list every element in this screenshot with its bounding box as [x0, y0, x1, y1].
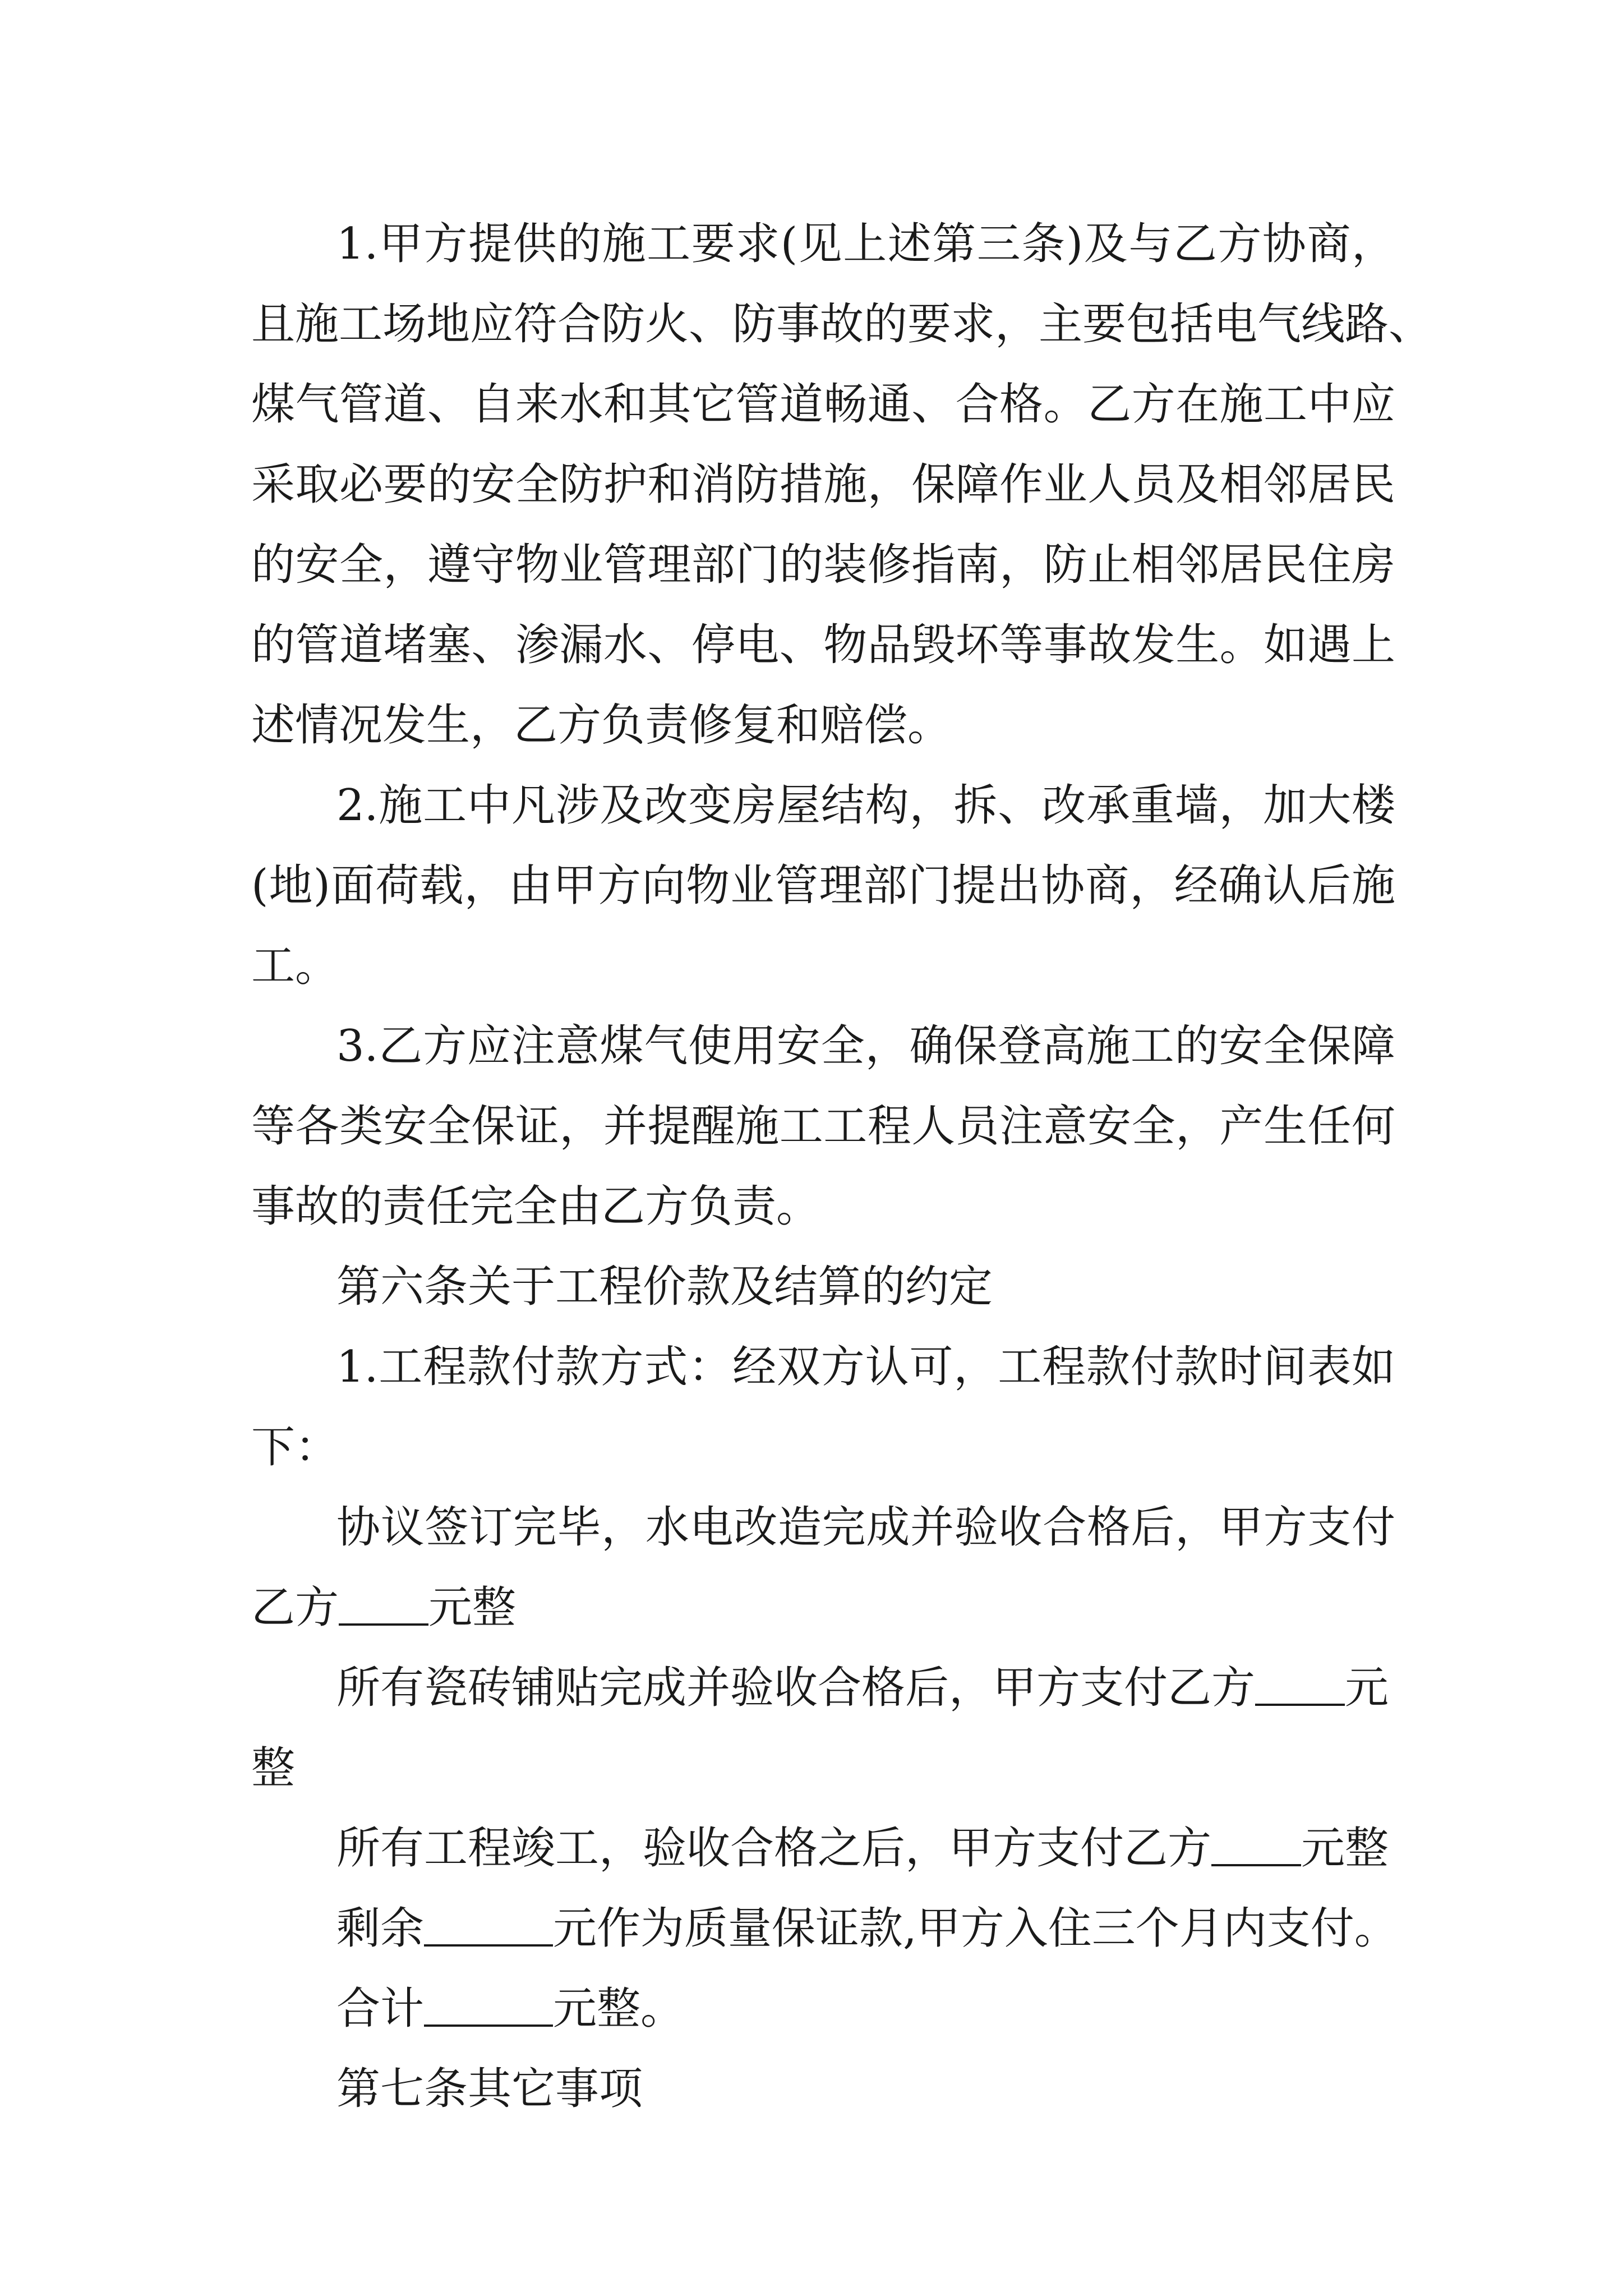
- payment-stage-3-line: [336, 1809, 1395, 1888]
- payment-method-line-1: 1.工程款付款方式：经双方认可，工程款付款时间表如: [336, 1342, 1395, 1392]
- retention-prefix: 剩余: [336, 1903, 425, 1954]
- payment-stage-3-prefix: 所有工程竣工，验收合格之后，甲方支付乙方: [336, 1823, 1212, 1874]
- payment-stage-1-amount-blank: [339, 1580, 428, 1626]
- total-amount-blank: [424, 1981, 553, 2027]
- paragraph-1-line-1: 1.甲方提供的施工要求(见上述第三条)及与乙方协商，: [336, 219, 1395, 269]
- payment-stage-2-suffix: 元: [1345, 1663, 1389, 1713]
- payment-stage-3-amount-blank: [1211, 1820, 1301, 1866]
- payment-stage-2-line-1: [336, 1649, 1395, 1727]
- paragraph-3-line-1: 3.乙方应注意煤气使用安全，确保登高施工的安全保障: [336, 1021, 1395, 1071]
- paragraph-3-line-2: 等各类安全保证，并提醒施工工程人员注意安全，产生任何: [251, 1101, 1395, 1152]
- payment-stage-1-prefix: 乙方: [251, 1582, 339, 1633]
- paragraph-3-line-3: 事故的责任完全由乙方负责。: [251, 1181, 820, 1232]
- total-line: [336, 1970, 1395, 2048]
- article-7-title: 第七条其它事项: [336, 2064, 643, 2114]
- payment-stage-2-amount-blank: [1255, 1660, 1345, 1706]
- paragraph-1-line-7: 述情况发生，乙方负责修复和赔偿。: [251, 700, 952, 751]
- paragraph-2-line-1: 2.施工中凡涉及改变房屋结构，拆、改承重墙，加大楼: [336, 780, 1395, 831]
- total-prefix: 合计: [336, 1984, 425, 2034]
- paragraph-1-line-4: 采取必要的安全防护和消防措施，保障作业人员及相邻居民: [251, 459, 1395, 510]
- payment-stage-1-line-1: 协议签订完毕，水电改造完成并验收合格后，甲方支付: [336, 1502, 1395, 1553]
- payment-stage-3-suffix: 元整: [1301, 1823, 1389, 1874]
- paragraph-1-line-5: 的安全，遵守物业管理部门的装修指南，防止相邻居民住房: [251, 540, 1395, 590]
- article-6-title: 第六条关于工程价款及结算的约定: [336, 1262, 993, 1312]
- paragraph-2-line-3: 工。: [251, 941, 339, 991]
- payment-stage-2-prefix: 所有瓷砖铺贴完成并验收合格后，甲方支付乙方: [336, 1663, 1256, 1713]
- retention-suffix: 元作为质量保证款,甲方入住三个月内支付。: [553, 1903, 1398, 1954]
- payment-method-line-2: 下：: [251, 1422, 339, 1473]
- total-suffix: 元整。: [553, 1984, 685, 2034]
- paragraph-2-line-2: (地)面荷载，由甲方向物业管理部门提出协商，经确认后施: [251, 861, 1395, 911]
- payment-stage-2-line-2: 整: [251, 1743, 296, 1793]
- retention-line: [336, 1889, 1398, 1968]
- payment-stage-1-line-2: [251, 1568, 1395, 1647]
- paragraph-1-line-2: 且施工场地应符合防火、防事故的要求，主要包括电气线路、: [251, 299, 1433, 349]
- payment-stage-1-suffix: 元整: [428, 1582, 517, 1633]
- paragraph-1-line-6: 的管道堵塞、渗漏水、停电、物品毁坏等事故发生。如遇上: [251, 620, 1395, 670]
- paragraph-1-line-3: 煤气管道、自来水和其它管道畅通、合格。乙方在施工中应: [251, 379, 1395, 430]
- retention-amount-blank: [424, 1901, 553, 1947]
